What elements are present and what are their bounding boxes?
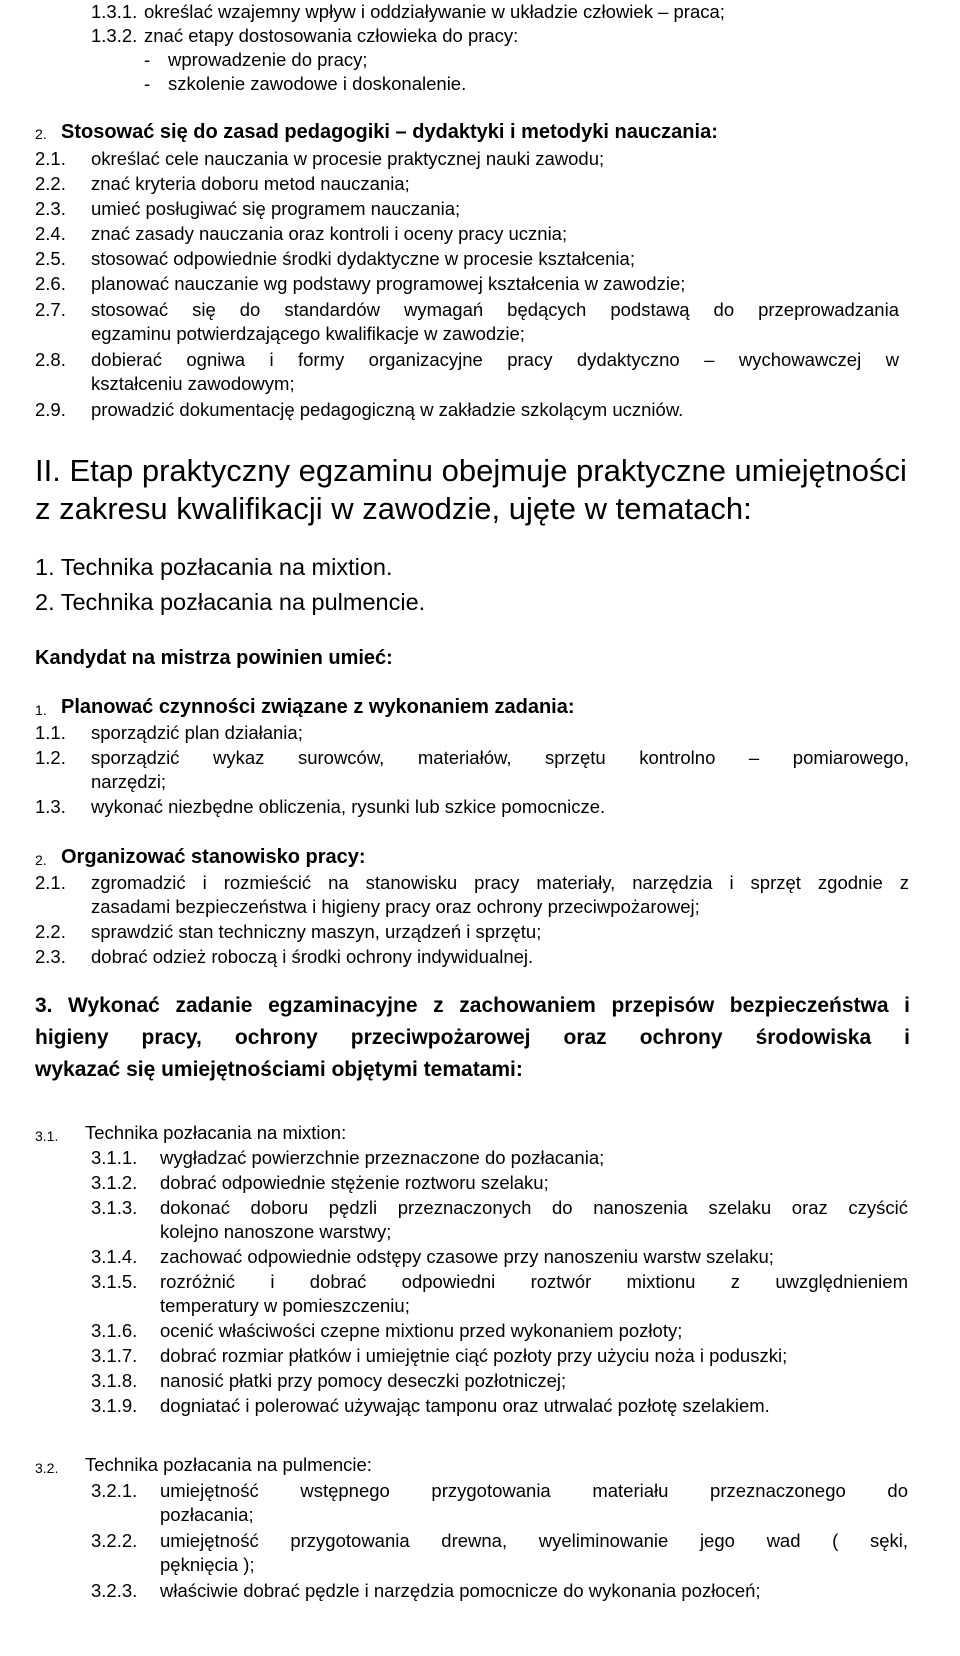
item-text: znać kryteria doboru metod nauczania; <box>91 173 410 194</box>
item-number: 3.1.6. <box>91 1320 138 1341</box>
item-text-continued: pozłacania; <box>160 1504 254 1525</box>
section-number: 1. <box>35 702 47 718</box>
item-number: 2.4. <box>35 223 66 244</box>
topic-1: 1. Technika pozłacania na mixtion. <box>35 554 393 580</box>
stage-heading-line2: z zakresu kwalifikacji w zawodzie, ujęte w tematach: <box>35 491 752 526</box>
section-heading: Organizować stanowisko pracy: <box>61 846 366 868</box>
subsection-number: 3.2. <box>35 1460 59 1476</box>
dash-item-text: szkolenie zawodowe i doskonalenie. <box>168 73 467 94</box>
item-number: 2.2. <box>35 921 66 942</box>
item-number: 3.1.8. <box>91 1370 138 1391</box>
item-text: sporządzić wykaz surowców, materiałów, sprzętu kontrolno – pomiarowego, <box>91 747 909 768</box>
item-number: 3.1.9. <box>91 1395 138 1416</box>
item-number: 2.3. <box>35 198 66 219</box>
item-text-continued: zasadami bezpieczeństwa i higieny pracy oraz ochrony przeciwpożarowej; <box>91 896 700 917</box>
item-number: 1.3.2. <box>91 25 138 46</box>
item-number: 2.9. <box>35 399 66 420</box>
item-text: wykonać niezbędne obliczenia, rysunki lub szkice pomocnicze. <box>91 796 606 817</box>
item-number: 3.1.2. <box>91 1172 138 1193</box>
item-text: znać etapy dostosowania człowieka do pracy: <box>144 25 519 46</box>
item-text: sprawdzić stan techniczny maszyn, urządzeń i sprzętu; <box>91 921 542 942</box>
item-text: zgromadzić i rozmieścić na stanowisku pracy materiały, narzędzia i sprzęt zgodnie z <box>91 872 909 893</box>
item-text: umieć posługiwać się programem nauczania; <box>91 198 461 219</box>
item-number: 3.2.3. <box>91 1580 138 1601</box>
item-text: określać wzajemny wpływ i oddziaływanie w układzie człowiek – praca; <box>144 1 725 22</box>
item-text: rozróżnić i dobrać odpowiedni roztwór mixtionu z uwzględnieniem <box>160 1271 908 1292</box>
item-number: 2.6. <box>35 273 66 294</box>
dash-item-text: wprowadzenie do pracy; <box>168 49 368 70</box>
item-text: dokonać doboru pędzli przeznaczonych do nanoszenia szelaku oraz czyścić <box>160 1197 908 1218</box>
item-number: 2.1. <box>35 872 66 893</box>
item-number: 3.1.4. <box>91 1246 138 1267</box>
section-heading-line2: higieny pracy, ochrony przeciwpożarowej oraz ochrony środowiska i <box>35 1026 910 1049</box>
item-number: 2.3. <box>35 946 66 967</box>
section-heading: Planować czynności związane z wykonaniem zadania: <box>61 696 575 718</box>
item-number: 1.2. <box>35 747 66 768</box>
item-number: 3.2.2. <box>91 1530 138 1551</box>
item-number: 3.1.7. <box>91 1345 138 1366</box>
section-number: 3. <box>35 994 53 1017</box>
item-text: właściwie dobrać pędzle i narzędzia pomocnicze do wykonania pozłoceń; <box>160 1580 761 1601</box>
subsection-title: Technika pozłacania na mixtion: <box>85 1122 347 1143</box>
item-text: umiejętność wstępnego przygotowania materiału przeznaczonego do <box>160 1480 908 1501</box>
item-number: 3.1.1. <box>91 1147 138 1168</box>
item-text-continued: temperatury w pomieszczeniu; <box>160 1295 410 1316</box>
item-number: 2.2. <box>35 173 66 194</box>
section-number: 2. <box>35 126 47 142</box>
item-text-continued: kolejno nanoszone warstwy; <box>160 1221 392 1242</box>
item-number: 3.2.1. <box>91 1480 138 1501</box>
item-number: 1.3. <box>35 796 66 817</box>
item-text-continued: kształceniu zawodowym; <box>91 373 295 394</box>
item-number: 1.1. <box>35 722 66 743</box>
item-text: znać zasady nauczania oraz kontroli i oceny pracy ucznia; <box>91 223 568 244</box>
section-heading-line1: Wykonać zadanie egzaminacyjne z zachowaniem przepisów bezpieczeństwa i <box>68 994 910 1017</box>
item-text: umiejętność przygotowania drewna, wyeliminowanie jego wad ( sęki, <box>160 1530 908 1551</box>
item-number: 2.8. <box>35 349 66 370</box>
dash-bullet: - <box>144 73 151 94</box>
item-text: dogniatać i polerować używając tamponu oraz utrwalać pozłotę szelakiem. <box>160 1395 770 1416</box>
subsection-number: 3.1. <box>35 1128 59 1144</box>
item-number: 2.1. <box>35 148 66 169</box>
dash-bullet: - <box>144 49 151 70</box>
item-text: dobrać rozmiar płatków i umiejętnie ciąć pozłoty przy użyciu noża i poduszki; <box>160 1345 788 1366</box>
item-text: sporządzić plan działania; <box>91 722 303 743</box>
item-text: określać cele nauczania w procesie praktycznej nauki zawodu; <box>91 148 605 169</box>
stage-heading-line1: II. Etap praktyczny egzaminu obejmuje praktyczne umiejętności <box>35 453 907 488</box>
section-number: 2. <box>35 852 47 868</box>
item-number: 2.7. <box>35 299 66 320</box>
item-text: zachować odpowiednie odstępy czasowe przy nanoszeniu warstw szelaku; <box>160 1246 774 1267</box>
item-number: 3.1.3. <box>91 1197 138 1218</box>
item-text-continued: pęknięcia ); <box>160 1554 255 1575</box>
item-text-continued: egzaminu potwierdzającego kwalifikacje w zawodzie; <box>91 323 525 344</box>
item-text: wygładzać powierzchnie przeznaczone do pozłacania; <box>160 1147 605 1168</box>
item-text: prowadzić dokumentację pedagogiczną w zakładzie szkolącym uczniów. <box>91 399 684 420</box>
section-heading: Stosować się do zasad pedagogiki – dydaktyki i metodyki nauczania: <box>61 121 718 143</box>
item-text: dobrać odzież roboczą i środki ochrony indywidualnej. <box>91 946 534 967</box>
item-number: 1.3.1. <box>91 1 138 22</box>
item-text: dobrać odpowiednie stężenie roztworu szelaku; <box>160 1172 549 1193</box>
item-text: nanosić płatki przy pomocy deseczki pozłotniczej; <box>160 1370 567 1391</box>
item-text: ocenić właściwości czepne mixtionu przed wykonaniem pozłoty; <box>160 1320 683 1341</box>
item-text: planować nauczanie wg podstawy programowej kształcenia w zawodzie; <box>91 273 686 294</box>
item-text: stosować odpowiednie środki dydaktyczne w procesie kształcenia; <box>91 248 635 269</box>
section-heading-line3: wykazać się umiejętnościami objętymi tematami: <box>35 1058 523 1081</box>
subsection-title: Technika pozłacania na pulmencie: <box>85 1454 372 1475</box>
item-text: dobierać ogniwa i formy organizacyjne pracy dydaktyczno – wychowawczej w <box>91 349 899 370</box>
item-number: 3.1.5. <box>91 1271 138 1292</box>
item-text: stosować się do standardów wymagań będących podstawą do przeprowadzania <box>91 299 899 320</box>
item-number: 2.5. <box>35 248 66 269</box>
candidate-heading: Kandydat na mistrza powinien umieć: <box>35 647 393 669</box>
topic-2: 2. Technika pozłacania na pulmencie. <box>35 589 426 615</box>
item-text-continued: narzędzi; <box>91 771 167 792</box>
